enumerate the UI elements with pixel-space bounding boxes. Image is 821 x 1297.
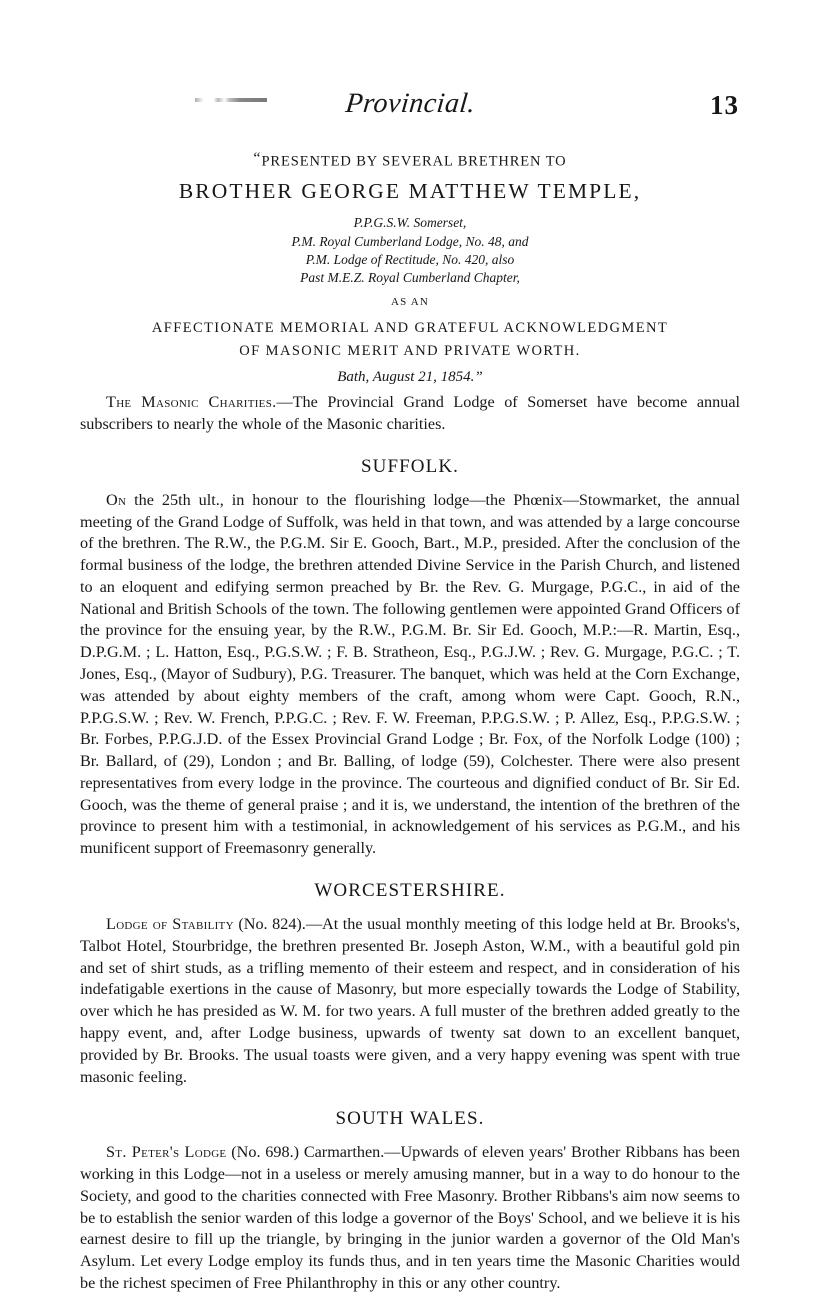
- dedication-presented-text: PRESENTED BY SEVERAL BRETHREN TO: [261, 153, 567, 170]
- open-quote-mark: “: [253, 150, 262, 167]
- paragraph-body: (No. 824).—At the usual monthly meeting of this lodge held at Br. Brooks's, Talbot Hotel, Stourbridge, the brethren presented Br. Joseph Aston, W.M., with a beautiful gold pin and set of shirt studs, as a trifling memento of their esteem and respect, and in consideration of his indefatigable exertions in the cause of Masonry, but more especially towards the Lodge of Stability, over which he has presided as W. M. for two years. A full muster of the brethren added greatly to the happy event, and, after Lodge business, upwards of twenty sat down to an excellent banquet, provided by Br. Brooks. The usual toasts were given, and a very happy evening was spent with true masonic feeling.: [80, 915, 741, 1086]
- dedication-title-line: P.M. Royal Cumberland Lodge, No. 48, and: [291, 233, 529, 249]
- masonic-charities-paragraph: [80, 392, 740, 436]
- dedication-block: [80, 150, 740, 386]
- dedication-title-line: Past M.E.Z. Royal Cumberland Chapter,: [300, 270, 520, 286]
- dedication-honouree-name: BROTHER GEORGE MATTHEW TEMPLE,: [178, 179, 642, 204]
- dedication-memorial-line-1: AFFECTIONATE MEMORIAL AND GRATEFUL ACKNOWLEDGMENT: [151, 320, 669, 337]
- paragraph-lead-in: On: [106, 490, 127, 509]
- dedication-title-line: P.M. Lodge of Rectitude, No. 420, also: [305, 251, 515, 267]
- section-heading-south-wales: SOUTH WALES.: [335, 1108, 485, 1130]
- section-paragraph-south-wales: [80, 1142, 740, 1294]
- section-heading-worcestershire: WORCESTERSHIRE.: [314, 880, 506, 902]
- paragraph-lead-in: The Masonic Charities.: [106, 393, 277, 412]
- section-heading-suffolk: SUFFOLK.: [360, 455, 460, 477]
- paragraph-lead-in: Lodge of Stability: [106, 915, 234, 934]
- dedication-place-date: Bath, August 21, 1854.”: [337, 369, 483, 386]
- dedication-presented-line: [80, 150, 740, 170]
- section-paragraph-worcestershire: [80, 914, 740, 1088]
- paragraph-lead-in: St. Peter's Lodge: [106, 1143, 227, 1162]
- dedication-memorial: [80, 317, 740, 362]
- section-paragraph-suffolk: [80, 490, 740, 860]
- page-title: Provincial.: [344, 88, 478, 119]
- dedication-titles: [80, 214, 740, 287]
- dedication-memorial-line-2: OF MASONIC MERIT AND PRIVATE WORTH.: [239, 342, 581, 359]
- paragraph-body: —The Provincial Grand Lodge of Somerset have become annual subscribers to nearly the whole of the Masonic charities.: [80, 393, 740, 433]
- dedication-title-line: P.P.G.S.W. Somerset,: [353, 215, 467, 231]
- paragraph-body: (No. 698.) Carmarthen.—Upwards of eleven years' Brother Ribbans has been working in this Lodge—not in a useless or merely amusing manner, but in a way to do honour to the Society, and good to the charities connected with Free Masonry. Brother Ribbans's aim now seems to be to establish the senior warden of this lodge a governor of the Boys' School, and we believe it is his earnest desire to fill up the triangle, by bringing in the junior warden a governor of the Old Man's Asylum. Let every Lodge employ its funds thus, and in ten years time the Masonic Charities would be the richest specimen of Free Philanthrophy in this or any other country.: [80, 1143, 741, 1292]
- dedication-as-an: AS AN: [390, 296, 430, 309]
- running-head: [80, 88, 741, 130]
- paragraph-body: the 25th ult., in honour to the flourishing lodge—the Phœnix—Stowmarket, the annual meeting of the Grand Lodge of Suffolk, was held in that town, and was attended by a large concourse of the brethren. The R.W., the P.G.M. Sir E. Gooch, Bart., M.P., presided. After the conclusion of the formal business of the lodge, the brethren attended Divine Service in the Parish Church, and listened to an eloquent and edifying sermon preached by Br. the Rev. G. Murgage, P.G.C., in aid of the National and British Schools of the town. The following gentlemen were appointed Grand Officers of the province for the ensuing year, by the R.W., P.G.M. Br. Sir Ed. Gooch, M.P.:—R. Martin, Esq., D.P.G.M. ; L. Hatton, Esq., P.G.S.W. ; F. B. Stratheon, Esq., P.G.J.W. ; Rev. G. Murgage, P.G.C. ; T. Jones, Esq., (Mayor of Sudbury), P.G. Treasurer. The banquet, which was held at the Corn Exchange, was attended by about eighty members of the craft, among whom were Capt. Gooch, R.N., P.P.G.S.W. ; Rev. W. French, P.P.G.C. ; Rev. F. W. Freeman, P.P.G.S.W. ; P. Allez, Esq., P.P.G.S.W. ; Br. Forbes, P.P.G.J.D. of the Essex Provincial Grand Lodge ; Br. Fox, of the Norfolk Lodge (100) ; Br. Ballard, of (29), London ; and Br. Balling, of lodge (59), Colchester. There were also present representatives from every lodge in the province. The courteous and dignified conduct of Br. Sir Ed. Gooch, was the theme of general praise ; and it is, we understand, the intention of the brethren of the province to present him with a testimonial, in acknowledgement of his services as P.G.M., and his munificent support of Freemasonry generally.: [80, 490, 740, 858]
- text-column: [80, 150, 740, 1295]
- page-number: 13: [710, 90, 739, 120]
